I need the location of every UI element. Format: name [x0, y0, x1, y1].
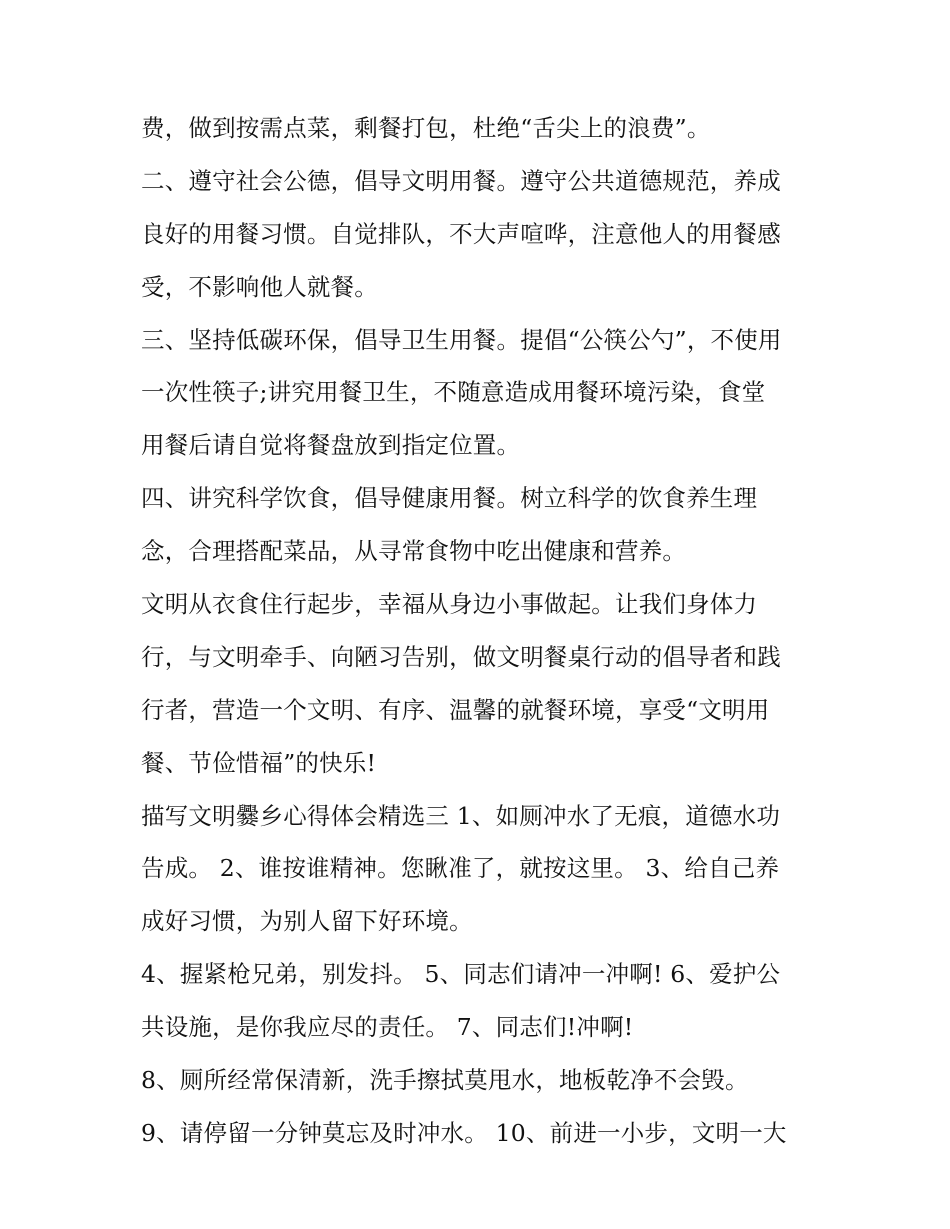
- text-line: 成好习惯，为别人留下好环境。: [141, 907, 473, 936]
- document-body: [141, 102, 821, 1160]
- text-line: 三、坚持低碳环保，倡导卫生用餐。提倡“公筷公勺”，不使用: [141, 325, 782, 354]
- text-line: 二、遵守社会公德，倡导文明用餐。遵守公共道德规范，养成: [141, 166, 781, 195]
- text-line: 一次性筷子;讲究用餐卫生，不随意造成用餐环境污染，食堂: [141, 378, 766, 407]
- text-line: 8、厕所经常保清新，洗手擦拭莫甩水，地板乾净不会毁。: [141, 1066, 749, 1095]
- text-line: 四、讲究科学饮食，倡导健康用餐。树立科学的饮食养生理: [141, 484, 758, 513]
- text-line: 良好的用餐习惯。自觉排队，不大声喧哗，注意他人的用餐感: [141, 219, 781, 248]
- text-line: 描写文明爨乡心得体会精选三 1、如厕冲水了无痕，道德水功: [141, 801, 781, 830]
- text-line: 念，合理搭配菜品，从寻常食物中吃出健康和营养。: [141, 537, 687, 566]
- text-line: 文明从衣食住行起步，幸福从身边小事做起。让我们身体力: [141, 590, 758, 619]
- text-line: 受，不影响他人就餐。: [141, 272, 378, 301]
- text-line: 餐、节俭惜福”的快乐!: [141, 748, 377, 777]
- text-line: 行者，营造一个文明、有序、温馨的就餐环境，享受“文明用: [141, 695, 770, 724]
- text-line: 用餐后请自觉将餐盘放到指定位置。: [141, 431, 521, 460]
- text-line: 费，做到按需点菜，剩餐打包，杜绝“舌尖上的浪费”。: [141, 114, 711, 142]
- text-line: 共设施，是你我应尽的责任。 7、同志们!冲啊!: [141, 1013, 634, 1042]
- text-line: 告成。 2、谁按谁精神。您瞅准了，就按这里。 3、给自己养: [141, 854, 780, 883]
- text-line: 行，与文明牵手、向陋习告别，做文明餐桌行动的倡导者和践: [141, 642, 781, 671]
- text-line: 9、请停留一分钟莫忘及时冲水。 10、前进一小步，文明一大: [141, 1118, 787, 1147]
- text-line: 4、握紧枪兄弟，别发抖。 5、同志们请冲一冲啊! 6、爱护公: [141, 960, 781, 989]
